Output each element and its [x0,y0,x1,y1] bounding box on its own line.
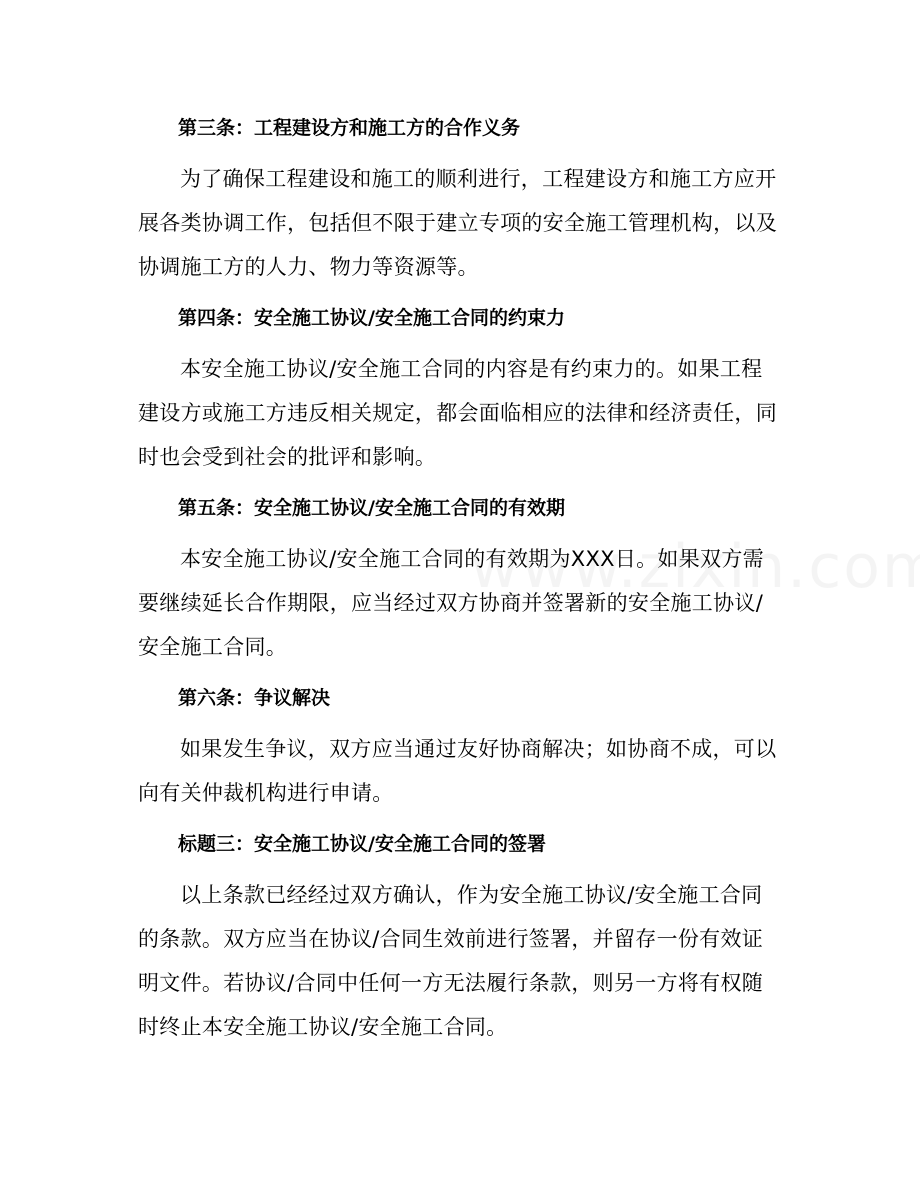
section-title-3 [138,822,778,1049]
section-article-5 [138,486,778,669]
section-heading: 第三条：工程建设方和施工方的合作义务 [178,117,521,139]
section-body: 本安全施工协议/安全施工合同的有效期为XXX日。如果双方需要继续延长合作期限，应当经过双方协商并签署新的安全施工协议/安全施工合同。 [138,547,764,659]
section-heading: 第五条：安全施工协议/安全施工合同的有效期 [178,497,565,519]
document-content [138,106,778,1056]
section-heading: 标题三：安全施工协议/安全施工合同的签署 [178,833,546,855]
section-article-6 [138,676,778,815]
section-body: 本安全施工协议/安全施工合同的内容是有约束力的。如果工程建设方或施工方违反相关规定，都会面临相应的法律和经济责任，同时也会受到社会的批评和影响。 [138,357,777,469]
section-body: 以上条款已经经过双方确认，作为安全施工协议/安全施工合同的条款。双方应当在协议/合同生效前进行签署，并留存一份有效证明文件。若协议/合同中任何一方无法履行条款，则另一方将有权随时终止本安全施工协议/安全施工合同。 [138,883,764,1039]
section-heading: 第六条：争议解决 [178,687,331,709]
section-article-4 [138,296,778,479]
section-heading: 第四条：安全施工协议/安全施工合同的约束力 [178,307,565,329]
section-body: 如果发生争议，双方应当通过友好协商解决；如协商不成，可以向有关仲裁机构进行申请。 [138,737,777,805]
section-body: 为了确保工程建设和施工的顺利进行，工程建设方和施工方应开展各类协调工作，包括但不限于建立专项的安全施工管理机构，以及协调施工方的人力、物力等资源等。 [138,167,777,279]
section-article-3 [138,106,778,289]
